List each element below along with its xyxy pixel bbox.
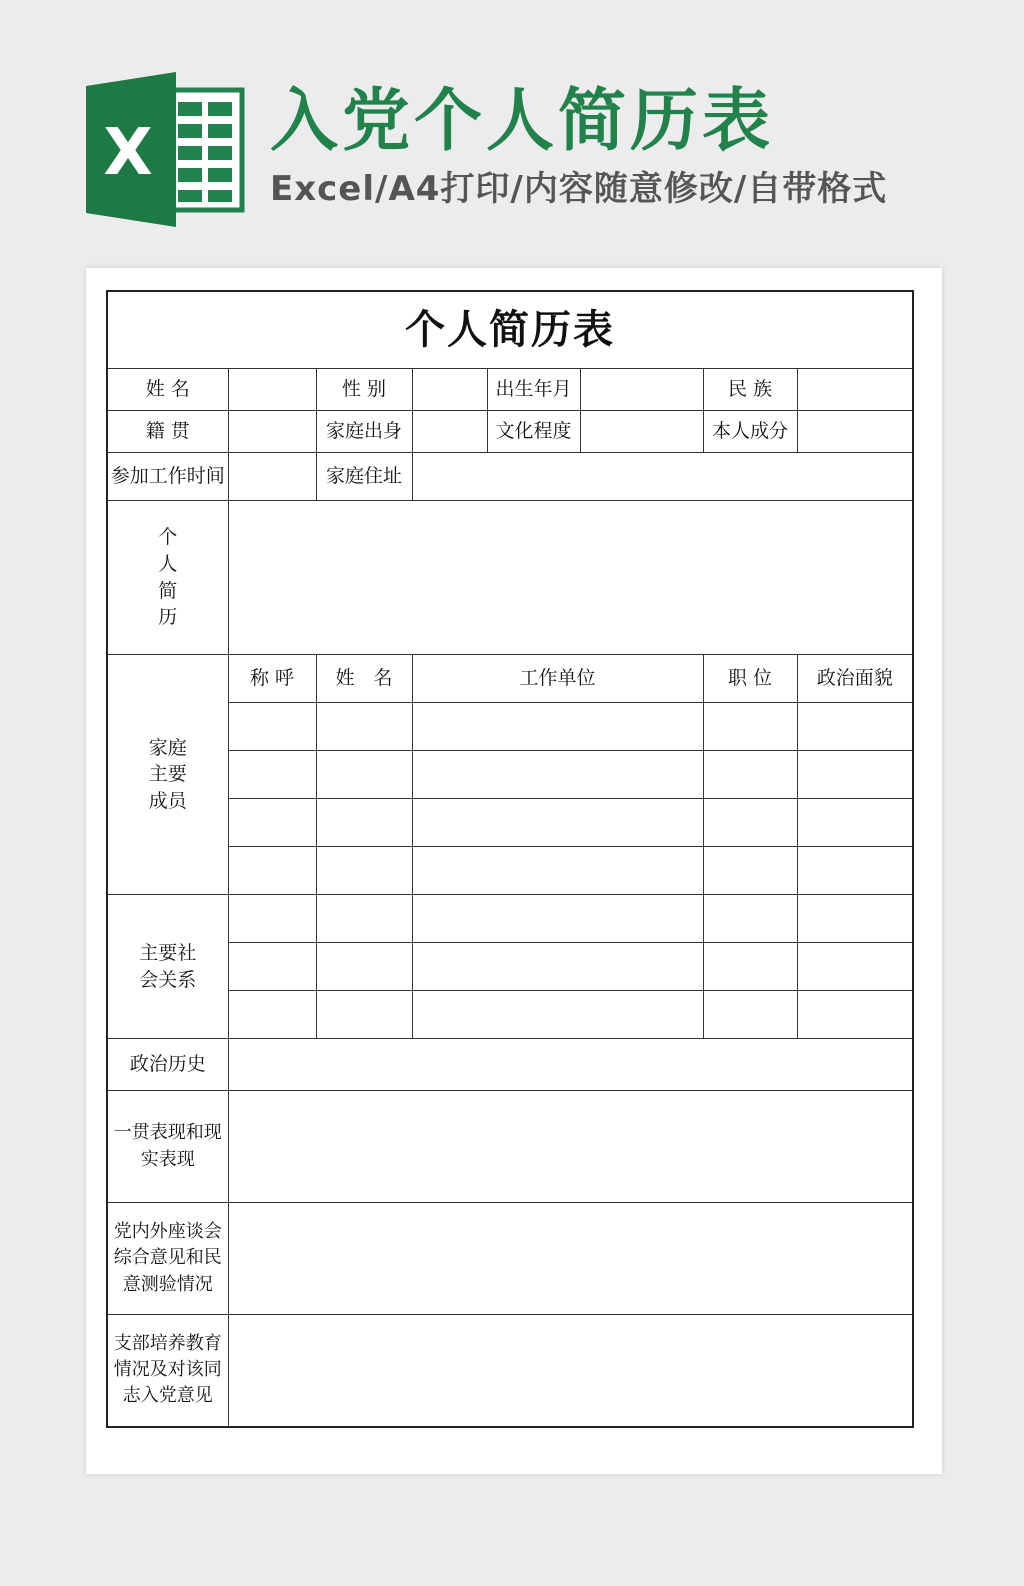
family-cell[interactable] (703, 751, 797, 799)
social-cell[interactable] (316, 991, 412, 1039)
education-cell[interactable] (580, 411, 703, 453)
table-row (107, 991, 913, 1039)
family-cell[interactable] (703, 799, 797, 847)
social-cell[interactable] (228, 991, 316, 1039)
social-cell[interactable] (412, 991, 703, 1039)
opinion-cell[interactable] (228, 1203, 913, 1315)
resume-label: 个 人 简 历 (107, 501, 228, 655)
family-header-position: 职 位 (703, 655, 797, 703)
social-cell[interactable] (228, 943, 316, 991)
table-row (107, 799, 913, 847)
social-cell[interactable] (797, 895, 913, 943)
name-cell[interactable] (228, 369, 316, 411)
education-label: 文化程度 (487, 411, 580, 453)
social-cell[interactable] (797, 943, 913, 991)
family-background-cell[interactable] (412, 411, 487, 453)
political-history-cell[interactable] (228, 1039, 913, 1091)
paper-sheet (86, 268, 942, 1474)
resume-form-table (106, 290, 914, 1428)
social-cell[interactable] (703, 991, 797, 1039)
family-cell[interactable] (228, 847, 316, 895)
personal-status-label: 本人成分 (703, 411, 797, 453)
table-row (107, 895, 913, 943)
family-cell[interactable] (316, 751, 412, 799)
family-cell[interactable] (228, 703, 316, 751)
resume-cell[interactable] (228, 501, 913, 655)
social-cell[interactable] (316, 943, 412, 991)
family-cell[interactable] (412, 847, 703, 895)
family-header-name: 姓 名 (316, 655, 412, 703)
social-relations-label: 主要社 会关系 (107, 895, 228, 1039)
birth-cell[interactable] (580, 369, 703, 411)
origin-label: 籍 贯 (107, 411, 228, 453)
social-cell[interactable] (316, 895, 412, 943)
branch-opinion-label: 支部培养教育 情况及对该同 志入党意见 (107, 1315, 228, 1427)
family-cell[interactable] (797, 847, 913, 895)
performance-cell[interactable] (228, 1091, 913, 1203)
banner-title: 入党个人简历表 (270, 82, 775, 161)
address-cell[interactable] (412, 453, 913, 501)
name-label: 姓 名 (107, 369, 228, 411)
family-cell[interactable] (797, 703, 913, 751)
family-cell[interactable] (412, 799, 703, 847)
social-cell[interactable] (412, 895, 703, 943)
logo-letter: X (103, 116, 153, 190)
table-row (107, 943, 913, 991)
family-section-label: 家庭 主要 成员 (107, 655, 228, 895)
family-cell[interactable] (316, 847, 412, 895)
family-header-workplace: 工作单位 (412, 655, 703, 703)
birth-label: 出生年月 (487, 369, 580, 411)
header-banner (0, 0, 1024, 250)
table-row (107, 751, 913, 799)
form-title: 个人简历表 (107, 291, 913, 369)
family-cell[interactable] (412, 751, 703, 799)
gender-cell[interactable] (412, 369, 487, 411)
address-label: 家庭住址 (316, 453, 412, 501)
social-cell[interactable] (228, 895, 316, 943)
family-header-relation: 称 呼 (228, 655, 316, 703)
social-cell[interactable] (797, 991, 913, 1039)
family-cell[interactable] (703, 703, 797, 751)
banner-subtitle: Excel/A4打印/内容随意修改/自带格式 (270, 169, 888, 209)
family-cell[interactable] (316, 799, 412, 847)
personal-status-cell[interactable] (797, 411, 913, 453)
origin-cell[interactable] (228, 411, 316, 453)
social-cell[interactable] (703, 943, 797, 991)
performance-label: 一贯表现和现 实表现 (107, 1091, 228, 1203)
political-history-label: 政治历史 (107, 1039, 228, 1091)
work-start-cell[interactable] (228, 453, 316, 501)
social-cell[interactable] (703, 895, 797, 943)
branch-opinion-cell[interactable] (228, 1315, 913, 1427)
family-cell[interactable] (316, 703, 412, 751)
excel-logo-icon (86, 72, 246, 227)
social-cell[interactable] (412, 943, 703, 991)
family-cell[interactable] (703, 847, 797, 895)
family-background-label: 家庭出身 (316, 411, 412, 453)
family-cell[interactable] (412, 703, 703, 751)
work-start-label: 参加工作时间 (107, 453, 228, 501)
family-cell[interactable] (228, 751, 316, 799)
family-header-political-status: 政治面貌 (797, 655, 913, 703)
table-row (107, 847, 913, 895)
family-cell[interactable] (797, 751, 913, 799)
ethnicity-cell[interactable] (797, 369, 913, 411)
family-cell[interactable] (228, 799, 316, 847)
table-row (107, 703, 913, 751)
gender-label: 性 别 (316, 369, 412, 411)
ethnicity-label: 民 族 (703, 369, 797, 411)
family-cell[interactable] (797, 799, 913, 847)
opinion-label: 党内外座谈会 综合意见和民 意测验情况 (107, 1203, 228, 1315)
